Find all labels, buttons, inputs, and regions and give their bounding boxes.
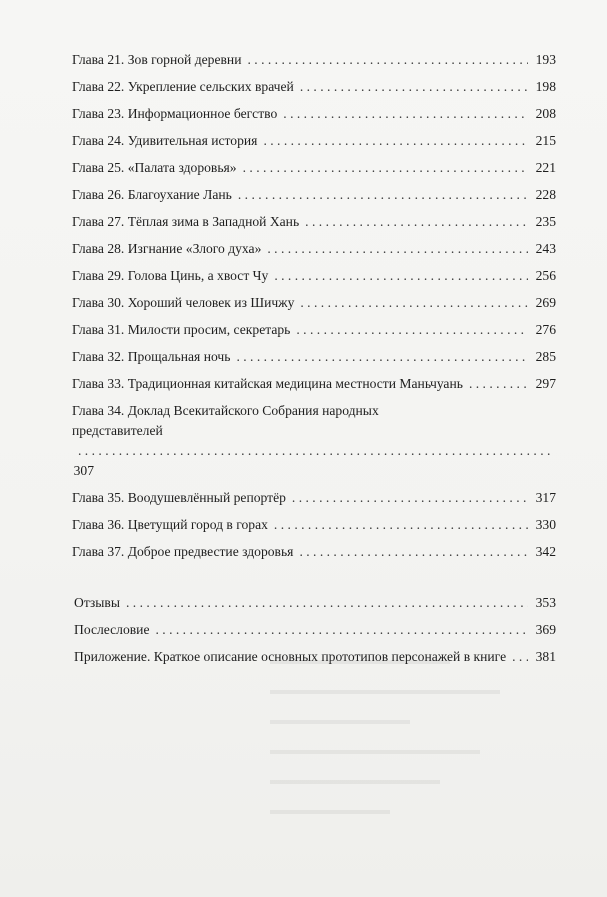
dot-leader <box>274 266 528 286</box>
toc-page-number: 215 <box>535 133 556 148</box>
dot-leader <box>305 212 528 232</box>
toc-entry-chapter-36 <box>72 515 556 535</box>
dot-leader <box>267 239 528 259</box>
dot-leader <box>274 515 528 535</box>
toc-page-number: 285 <box>535 349 556 364</box>
toc-entry-title: Глава 31. Милости просим, секретарь <box>72 322 291 337</box>
dot-leader <box>283 104 528 124</box>
toc-entry-title: Глава 35. Воодушевлённый репортёр <box>72 490 286 505</box>
dot-leader <box>300 77 528 97</box>
toc-page-number: 369 <box>535 622 556 637</box>
toc-page-number: 330 <box>535 517 556 532</box>
bleed-through-texture <box>260 650 580 830</box>
toc-entry-title-line1: Глава 34. Доклад Всекитайского Собрания народных <box>72 403 379 418</box>
toc-entry-reviews <box>72 593 556 613</box>
toc-page-number: 317 <box>535 490 556 505</box>
toc-entry-title: Глава 33. Традиционная китайская медицина местности Маньчуань <box>72 376 463 391</box>
toc-page-number: 221 <box>535 160 556 175</box>
toc-entry-chapter-24 <box>72 131 556 151</box>
toc-entry-chapter-32 <box>72 347 556 367</box>
dot-leader <box>243 158 528 178</box>
dot-leader <box>263 131 528 151</box>
toc-page-number: 342 <box>535 544 556 559</box>
toc-entry-title: Отзывы <box>74 595 120 610</box>
toc-entry-title: Послесловие <box>74 622 150 637</box>
toc-page-number: 353 <box>535 595 556 610</box>
toc-page-number: 276 <box>535 322 556 337</box>
toc-entry-chapter-23 <box>72 104 556 124</box>
toc-entry-title: Глава 30. Хороший человек из Шичжу <box>72 295 295 310</box>
toc-page-number: 243 <box>535 241 556 256</box>
toc-entry-title: Глава 27. Тёплая зима в Западной Хань <box>72 214 300 229</box>
toc-entry-afterword <box>72 620 556 640</box>
toc-page-number: 208 <box>535 106 556 121</box>
table-of-contents <box>72 50 556 674</box>
toc-page-number: 198 <box>535 79 556 94</box>
toc-entry-title: Глава 22. Укрепление сельских врачей <box>72 79 294 94</box>
toc-entry-title-line2: представителей <box>72 423 163 438</box>
toc-page-number: 256 <box>535 268 556 283</box>
toc-entry-title: Глава 28. Изгнание «Злого духа» <box>72 241 262 256</box>
toc-entry-title: Глава 25. «Палата здоровья» <box>72 160 237 175</box>
toc-entry-title: Глава 29. Голова Цинь, а хвост Чу <box>72 268 269 283</box>
toc-entry-chapter-35 <box>72 488 556 508</box>
toc-entry-chapter-34 <box>72 401 556 481</box>
toc-page-number: 269 <box>535 295 556 310</box>
dot-leader <box>296 320 528 340</box>
toc-page-number: 307 <box>73 463 94 478</box>
dot-leader <box>155 620 528 640</box>
toc-page-number: 381 <box>535 649 556 664</box>
toc-page-number: 235 <box>535 214 556 229</box>
toc-entry-chapter-37 <box>72 542 556 562</box>
section-spacer <box>72 569 556 593</box>
dot-leader <box>512 647 528 667</box>
dot-leader <box>78 441 550 461</box>
toc-entry-title: Глава 24. Удивительная история <box>72 133 258 148</box>
toc-page-number: 193 <box>535 52 556 67</box>
dot-leader <box>238 185 528 205</box>
toc-entry-chapter-29 <box>72 266 556 286</box>
toc-entry-title: Глава 26. Благоухание Лань <box>72 187 232 202</box>
dot-leader <box>300 293 528 313</box>
dot-leader <box>292 488 528 508</box>
toc-entry-title: Глава 37. Доброе предвестие здоровья <box>72 544 294 559</box>
toc-page-number: 297 <box>535 376 556 391</box>
toc-entry-appendix <box>72 647 556 667</box>
toc-entry-title: Глава 23. Информационное бегство <box>72 106 278 121</box>
toc-entry-chapter-28 <box>72 239 556 259</box>
toc-entry-title: Глава 36. Цветущий город в горах <box>72 517 268 532</box>
dot-leader <box>247 50 528 70</box>
toc-page-number: 228 <box>535 187 556 202</box>
toc-entry-chapter-26 <box>72 185 556 205</box>
toc-entry-chapter-33 <box>72 374 556 394</box>
dot-leader <box>236 347 528 367</box>
toc-entry-chapter-27 <box>72 212 556 232</box>
dot-leader <box>299 542 528 562</box>
toc-entry-title: Приложение. Краткое описание основных прототипов персонажей в книге <box>74 649 507 664</box>
toc-entry-chapter-22 <box>72 77 556 97</box>
toc-entry-chapter-30 <box>72 293 556 313</box>
toc-entry-chapter-31 <box>72 320 556 340</box>
toc-entry-title: Глава 32. Прощальная ночь <box>72 349 231 364</box>
toc-entry-title: Глава 21. Зов горной деревни <box>72 52 242 67</box>
toc-entry-chapter-21 <box>72 50 556 70</box>
dot-leader <box>126 593 528 613</box>
dot-leader <box>469 374 528 394</box>
toc-entry-chapter-25 <box>72 158 556 178</box>
